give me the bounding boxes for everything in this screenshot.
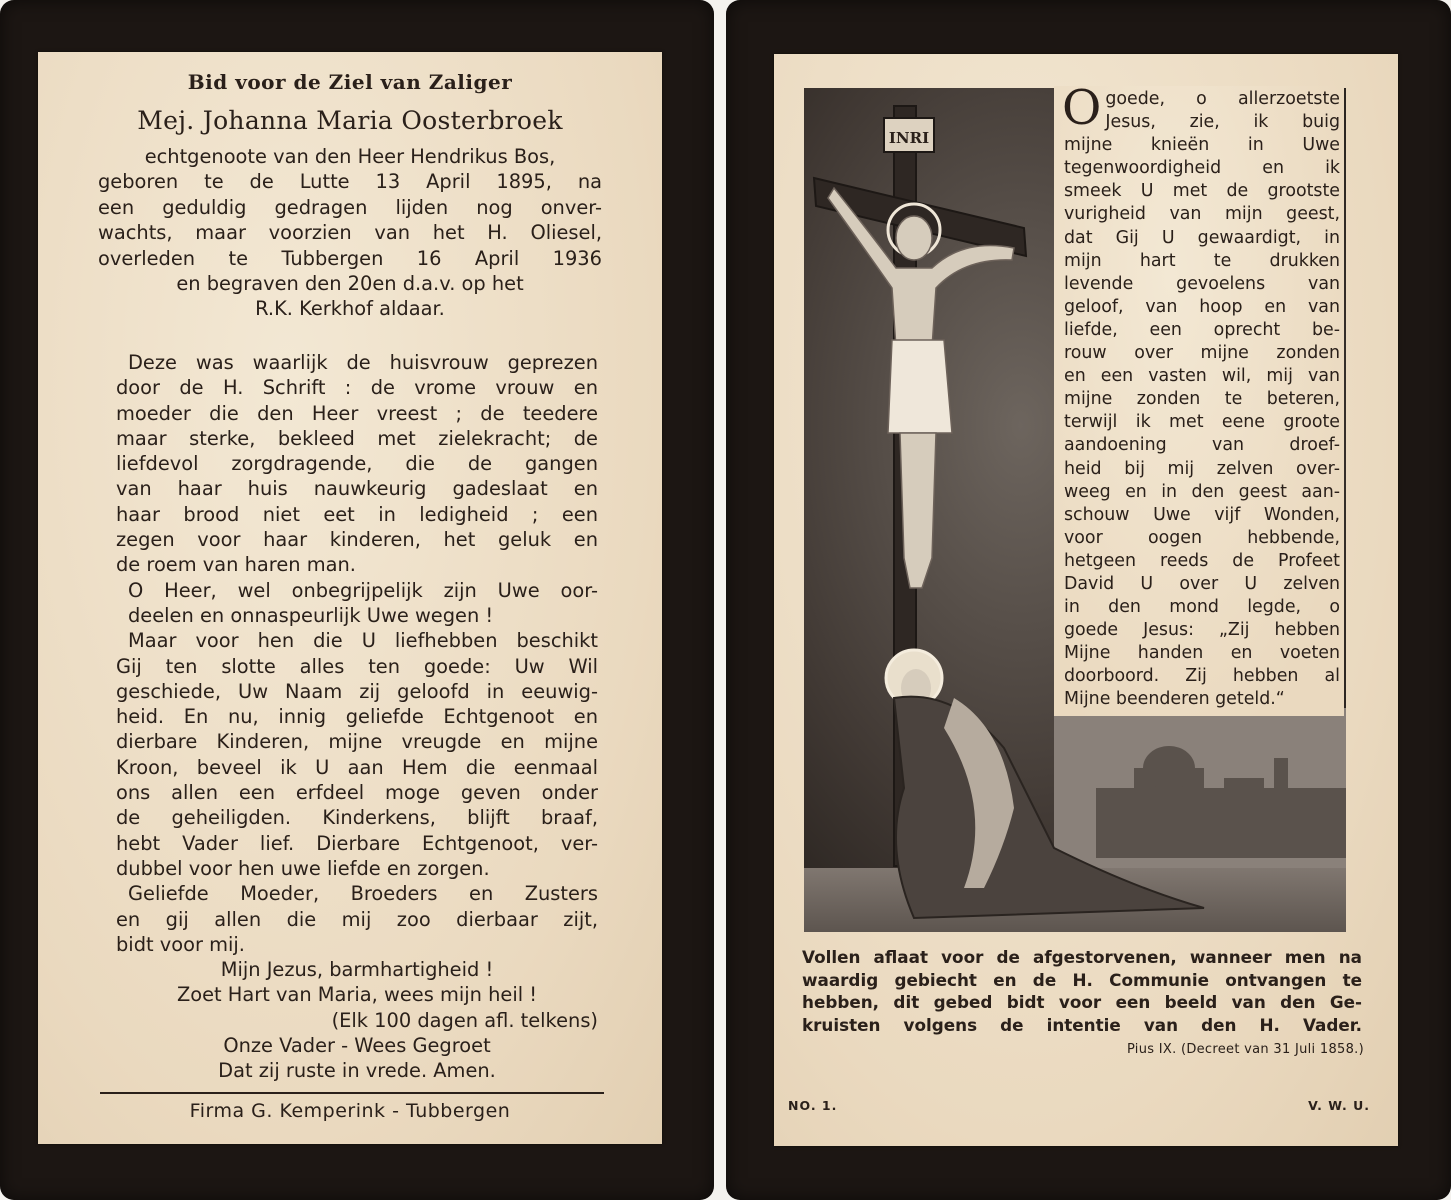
prayer-line: goede Jesus: „Zij hebben — [1064, 620, 1340, 641]
prayer-line: vurigheid van mijn geest, — [1064, 204, 1340, 225]
prayer-line: doorboord. Zij hebben al — [1064, 666, 1340, 687]
prayer-line: Jesus, zie, ik buig — [1105, 112, 1340, 133]
indulgence-note: (Elk 100 dagen afl. telkens) — [331, 1008, 598, 1032]
biography-line: een geduldig gedragen lijden nog onver- — [98, 195, 602, 219]
prayer-line: smeek U met de grootste — [1064, 181, 1340, 202]
prayer-line: en een vasten wil, mij van — [1064, 366, 1340, 387]
biography-line: geboren te de Lutte 13 April 1895, na — [98, 170, 602, 194]
memorial-line: maar sterke, bekleed met zielekracht; de — [116, 426, 598, 450]
prayer-line: tegenwoordigheid en ik — [1064, 158, 1340, 179]
prayer-line: liefde, een oprecht be- — [1064, 319, 1340, 340]
divider — [100, 1092, 604, 1094]
memorial-line: van haar huis nauwkeurig gadeslaat en — [116, 477, 598, 501]
memorial-line: Geliefde Moeder, Broeders en Zusters — [128, 882, 598, 906]
memorial-line: de roem van haren man. — [116, 553, 356, 577]
memorial-line: haar brood niet eet in ledigheid ; een — [116, 502, 598, 526]
invocation-line: Zoet Hart van Maria, wees mijn heil ! — [176, 983, 538, 1007]
biography-line: echtgenoote van den Heer Hendrikus Bos, — [144, 145, 556, 168]
memorial-line: bidt voor mij. — [116, 932, 245, 956]
prayer-line: mijn hart te drukken — [1064, 250, 1340, 271]
biography-line: en begraven den 20en d.a.v. op het — [176, 272, 524, 296]
memorial-line: O Heer, wel onbegrijpelijk zijn Uwe oor- — [128, 578, 598, 602]
deceased-name: Mej. Johanna Maria Oosterbroek — [137, 106, 563, 135]
indulgence-line: Vollen aflaat voor de afgestorvenen, wanneer men na — [802, 947, 1362, 967]
biography-block — [98, 144, 602, 322]
prayer-line: Mijne beenderen geteld.“ — [1064, 689, 1285, 710]
card-front-paper — [38, 52, 662, 1144]
card-number: NO. 1. — [788, 1098, 838, 1113]
biography-line: R.K. Kerkhof aldaar. — [255, 297, 445, 321]
prayer-line: schouw Uwe vijf Wonden, — [1064, 504, 1340, 525]
prayer-text — [1054, 80, 1344, 716]
prayer-line: in den mond legde, o — [1064, 597, 1340, 618]
memorial-line: dierbare Kinderen, mijne vreugde en mijne — [116, 730, 598, 754]
memorial-line: liefdevol zorgdragende, die de gangen — [116, 452, 598, 476]
prayer-line: weeg en in den geest aan- — [1064, 481, 1340, 502]
memorial-card-back — [726, 0, 1451, 1200]
indulgence-line: waardig gebiecht en de H. Communie ontvangen te — [802, 969, 1362, 990]
inri-text: INRI — [888, 129, 930, 147]
memorial-line: Maar voor hen die U liefhebben beschikt — [128, 629, 598, 653]
prayer-line: terwijl ik met eene groote — [1064, 412, 1340, 433]
invocation-line: Mijn Jezus, barmhartigheid ! — [220, 958, 494, 982]
prayer-line: mijne zonden te beteren, — [1064, 389, 1340, 410]
memorial-line: zegen voor haar kinderen, het geluk en — [116, 528, 598, 552]
prayer-heading: Bid voor de Ziel van Zaliger — [187, 70, 513, 94]
closing-line: Dat zij ruste in vrede. Amen. — [218, 1059, 496, 1083]
biography-line: wachts, maar voorzien van het H. Oliesel, — [98, 221, 602, 245]
memorial-line: de geheiligden. Kinderkens, blijft braaf, — [116, 806, 598, 830]
memorial-line: deelen en onnaspeurlijk Uwe wegen ! — [128, 603, 494, 627]
memorial-line: moeder die den Heer vreest ; de teedere — [116, 401, 598, 425]
memorial-line: heid. En nu, innig geliefde Echtgenoot en — [116, 705, 598, 729]
memorial-line: en gij allen die mij zoo dierbaar zijt, — [116, 907, 598, 931]
memorial-line: ons allen een erfdeel moge geven onder — [116, 781, 598, 805]
prayer-line: heid bij mij zelven over- — [1064, 458, 1340, 479]
printer-credit: Firma G. Kemperink - Tubbergen — [189, 1100, 511, 1122]
memorial-line: Deze was waarlijk de huisvrouw geprezen — [128, 351, 598, 374]
memorial-line: Gij ten slotte alles ten goede: Uw Wil — [116, 654, 598, 678]
indulgence-text — [802, 946, 1362, 1036]
biography-line: overleden te Tubbergen 16 April 1936 — [98, 246, 602, 270]
prayer-line: rouw over mijne zonden — [1064, 343, 1340, 364]
prayer-line: dat Gij U gewaardigt, in — [1064, 227, 1340, 248]
memorial-line: Kroon, beveel ik U aan Hem die eenmaal — [116, 755, 598, 779]
publisher-mark: V. W. U. — [1308, 1098, 1370, 1113]
indulgence-line: kruisten volgens de intentie van den H. Vader. — [802, 1014, 1362, 1035]
prayer-line: goede, o allerzoetste — [1105, 89, 1340, 109]
decree-reference: Pius IX. (Decreet van 31 Juli 1858.) — [1126, 1042, 1364, 1057]
memorial-line: hebt Vader lief. Dierbare Echtgenoot, ver- — [116, 831, 598, 855]
prayer-line: voor oogen hebbende, — [1064, 527, 1340, 548]
prayer-line: geloof, van hoop en van — [1064, 296, 1340, 317]
prayer-line: aandoening van droef- — [1064, 435, 1340, 456]
prayer-line: mijne knieën in Uwe — [1064, 135, 1340, 156]
memorial-text — [116, 350, 598, 1084]
drop-capital: O — [1062, 80, 1102, 136]
prayer-names: Onze Vader - Wees Gegroet — [223, 1034, 491, 1058]
indulgence-line: hebben, dit gebed bidt voor een beeld van den Ge- — [802, 992, 1362, 1013]
card-back-paper — [774, 54, 1398, 1146]
prayer-line: David U over U zelven — [1064, 573, 1340, 594]
prayer-line: hetgeen reeds de Profeet — [1064, 550, 1340, 571]
memorial-card-front — [0, 0, 714, 1200]
prayer-line: Mijne handen en voeten — [1064, 643, 1340, 664]
memorial-line: geschiede, Uw Naam zij geloofd in eeuwig- — [116, 679, 598, 703]
memorial-line: dubbel voor hen uwe liefde en zorgen. — [116, 856, 490, 880]
memorial-line: door de H. Schrift : de vrome vrouw en — [116, 376, 598, 400]
prayer-line: levende gevoelens van — [1064, 273, 1340, 294]
